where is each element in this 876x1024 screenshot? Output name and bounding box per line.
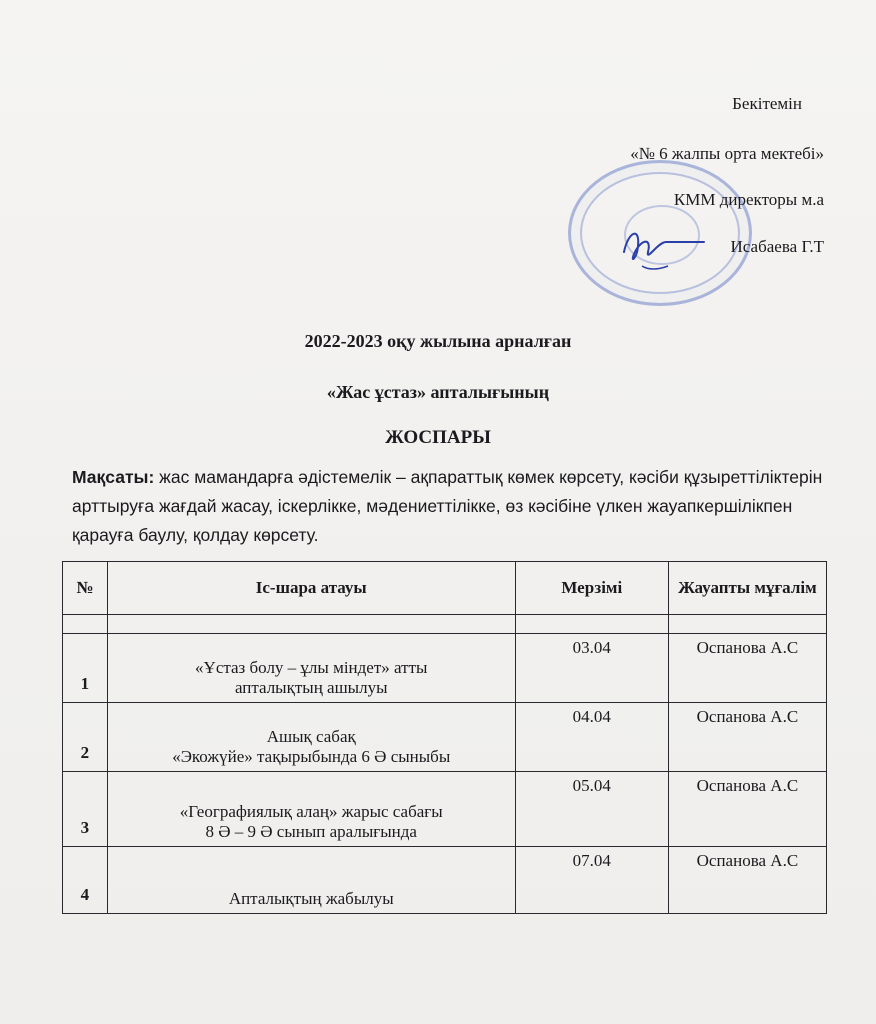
row-event bbox=[107, 634, 515, 703]
approval-heading: Бекітемін bbox=[732, 94, 802, 113]
row-responsible: Оспанова А.С bbox=[668, 634, 826, 703]
school-name: «№ 6 жалпы орта мектебі» bbox=[630, 144, 824, 163]
row-date: 05.04 bbox=[515, 772, 668, 847]
title-plan: ЖОСПАРЫ bbox=[385, 427, 491, 448]
row-event-line2: 8 Ә – 9 Ә сынып аралығында bbox=[205, 822, 417, 841]
signature bbox=[618, 212, 710, 274]
header-responsible: Жауапты мұғалім bbox=[668, 562, 826, 615]
table-header-row bbox=[63, 562, 827, 615]
director-name: Исабаева Г.Т bbox=[730, 237, 824, 256]
row-event bbox=[107, 847, 515, 914]
row-event-line2: апталықтың ашылуы bbox=[234, 678, 388, 697]
table-row bbox=[63, 703, 827, 772]
row-date: 03.04 bbox=[515, 634, 668, 703]
row-event-line1: «Ұстаз болу – ұлы міндет» атты bbox=[195, 658, 428, 677]
row-date: 04.04 bbox=[515, 703, 668, 772]
row-event bbox=[107, 772, 515, 847]
table-row bbox=[63, 772, 827, 847]
purpose-text: жас мамандарға әдістемелік – ақпараттық көмек көрсету, кәсіби құзыреттіліктерін арттыруға жағдай жасау, іскерлікке, мәдениеттілікке, өз кәсібіне үлкен жауапкершілікпен қарауға баулу, қолдау көрсету. bbox=[72, 467, 823, 545]
row-responsible: Оспанова А.С bbox=[668, 847, 826, 914]
purpose-label: Мақсаты: bbox=[72, 467, 155, 487]
row-event-line1: Ашық сабақ bbox=[266, 727, 356, 746]
row-event bbox=[107, 703, 515, 772]
title-week: «Жас ұстаз» апталығының bbox=[326, 382, 550, 402]
header-number: № bbox=[63, 562, 108, 615]
plan-table bbox=[62, 561, 827, 914]
row-date: 07.04 bbox=[515, 847, 668, 914]
purpose-paragraph bbox=[72, 463, 832, 550]
row-event-line1: Апталықтың жабылуы bbox=[228, 889, 394, 908]
row-responsible: Оспанова А.С bbox=[668, 772, 826, 847]
table-row bbox=[63, 634, 827, 703]
header-date: Мерзімі bbox=[515, 562, 668, 615]
table-spacer-row bbox=[63, 615, 827, 634]
row-number: 4 bbox=[63, 847, 108, 914]
row-event-line1: «Географиялық алаң» жарыс сабағы bbox=[179, 802, 443, 821]
row-number: 2 bbox=[63, 703, 108, 772]
table-row bbox=[63, 847, 827, 914]
row-number: 1 bbox=[63, 634, 108, 703]
row-number: 3 bbox=[63, 772, 108, 847]
title-year: 2022-2023 оқу жылына арналған bbox=[304, 331, 572, 351]
row-responsible: Оспанова А.С bbox=[668, 703, 826, 772]
director-title: КММ директоры м.а bbox=[673, 190, 824, 209]
header-event: Іс-шара атауы bbox=[107, 562, 515, 615]
row-event-line2: «Экожүйе» тақырыбында 6 Ә сыныбы bbox=[172, 747, 451, 766]
